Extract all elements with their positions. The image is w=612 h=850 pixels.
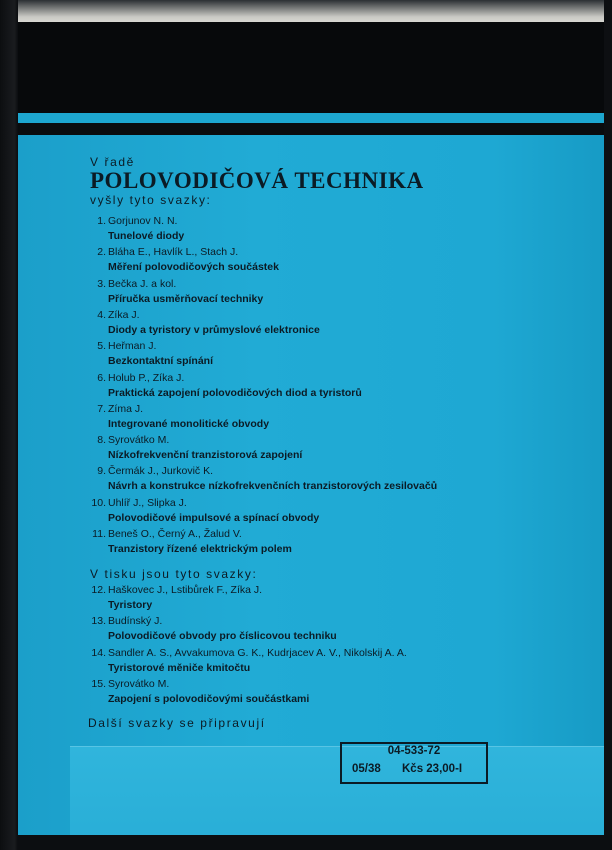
volume-title: Integrované monolitické obvody <box>108 417 270 430</box>
volume-number: 2. <box>97 246 106 259</box>
volume-author: Uhlíř J., Slipka J. <box>108 496 187 509</box>
in-print-label: V tisku jsou tyto svazky: <box>90 567 258 581</box>
volume-number: 3. <box>97 277 106 290</box>
volume-title: Tranzistory řízené elektrickým polem <box>108 543 292 555</box>
volume-number: 10. <box>91 496 106 509</box>
volume-author: Zíka J. <box>108 308 140 321</box>
volume-number: 1. <box>97 215 106 227</box>
volume-title: Praktická zapojení polovodičových diod a tyristorů <box>108 386 362 399</box>
volume-author: Bláha E., Havlík L., Stach J. <box>108 246 239 259</box>
volume-author: Haškovec J., Lstibůrek F., Zíka J. <box>108 584 263 596</box>
volume-author: Budínský J. <box>108 615 163 628</box>
price-box <box>340 742 488 784</box>
catalog-code: 04-533-72 <box>387 745 441 757</box>
volume-title: Příručka usměrňovací techniky <box>108 292 264 305</box>
volume-title: Bezkontaktní spínání <box>108 355 214 368</box>
catalog-sub: 05/38 <box>352 763 381 775</box>
volume-number: 14. <box>91 646 106 659</box>
volume-author: Bečka J. a kol. <box>108 277 177 290</box>
volume-title: Diody a tyristory v průmyslové elektronice <box>108 323 320 336</box>
volume-title: Polovodičové impulsové a spínací obvody <box>108 511 320 524</box>
volume-author: Beneš O., Černý A., Žalud V. <box>108 528 242 540</box>
volume-number: 6. <box>97 371 106 384</box>
volume-author: Sandler A. S., Avvakumova G. K., Kudrjacev A. V., Nikolskij A. A. <box>108 646 407 659</box>
volume-author: Syrovátko M. <box>108 434 170 447</box>
volume-author: Heřman J. <box>108 340 157 353</box>
volume-number: 9. <box>97 465 106 478</box>
volume-number: 13. <box>91 615 106 628</box>
volume-number: 8. <box>97 434 106 447</box>
volume-number: 7. <box>97 402 106 415</box>
volume-number: 12. <box>91 584 106 596</box>
volume-author: Čermák J., Jurkovič K. <box>108 465 214 478</box>
volume-title: Tyristory <box>108 599 153 611</box>
volume-number: 11. <box>92 528 106 540</box>
volume-number: 5. <box>97 340 106 353</box>
intro-text: V řadě <box>90 155 135 169</box>
volume-author: Gorjunov N. N. <box>108 215 178 227</box>
volume-title: Nízkofrekvenční tranzistorová zapojení <box>108 449 303 462</box>
footer-text: Další svazky se připravují <box>88 716 266 730</box>
volume-number: 4. <box>97 308 106 321</box>
volume-title: Polovodičové obvody pro číslicovou techniku <box>108 630 337 643</box>
volume-title: Tunelové diody <box>108 230 185 242</box>
volume-author: Syrovátko M. <box>108 677 170 690</box>
published-label: vyšly tyto svazky: <box>90 193 212 207</box>
volume-number: 15. <box>91 677 106 690</box>
volume-author: Holub P., Zíka J. <box>108 371 185 384</box>
volume-title: Návrh a konstrukce nízkofrekvenčních tranzistorových zesilovačů <box>108 480 438 493</box>
series-title: POLOVODIČOVÁ TECHNIKA <box>90 168 424 193</box>
volume-title: Zapojení s polovodičovými součástkami <box>108 692 310 705</box>
price-label: Kčs 23,00-I <box>402 763 463 775</box>
volume-title: Tyristorové měniče kmitočtu <box>108 661 251 674</box>
volume-author: Zíma J. <box>108 402 144 415</box>
volume-title: Měření polovodičových součástek <box>108 261 279 274</box>
